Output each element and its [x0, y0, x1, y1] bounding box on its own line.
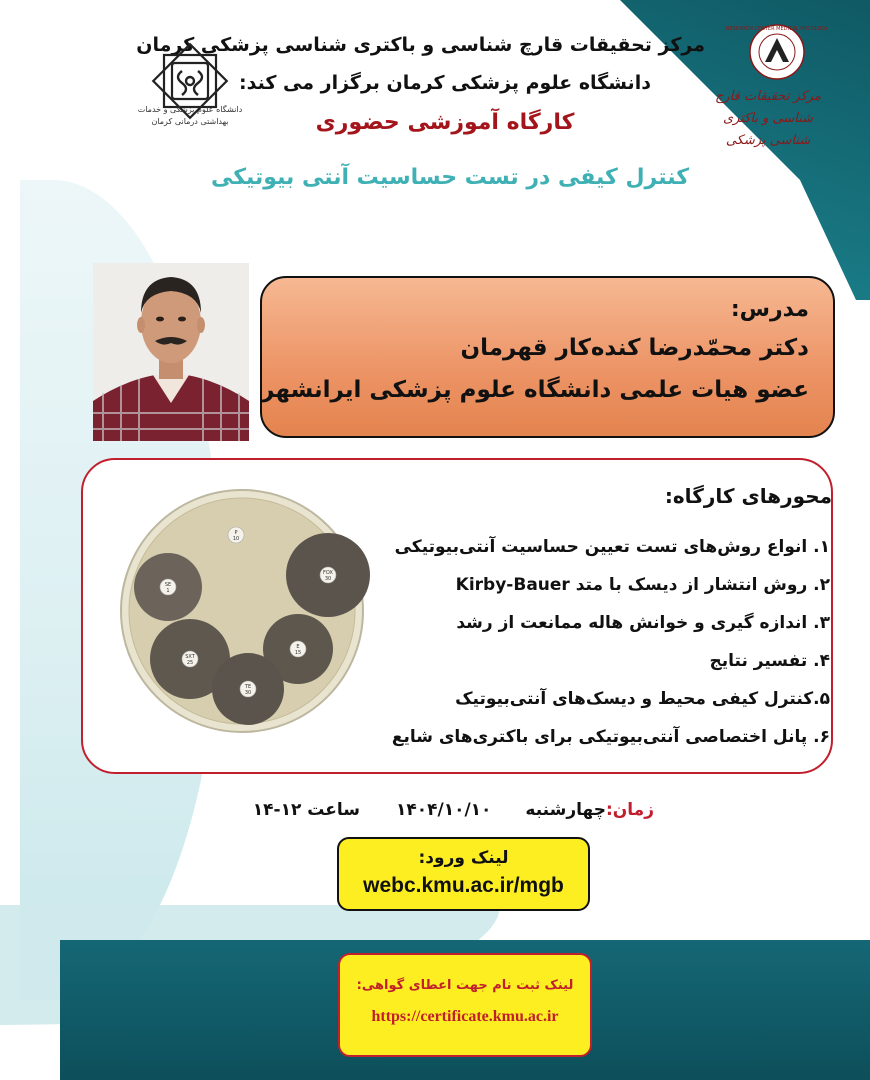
- workshop-type: کارگاه آموزشی حضوری: [315, 110, 575, 135]
- login-url-link[interactable]: webc.kmu.ac.ir/mgb: [363, 874, 564, 897]
- petri-dish-image: [120, 483, 364, 739]
- research-center-caption: [706, 86, 830, 152]
- svg-text:SE: SE: [164, 582, 172, 588]
- certificate-link-box[interactable]: [338, 953, 592, 1057]
- svg-text:1: 1: [166, 588, 170, 594]
- svg-text:10: 10: [232, 536, 240, 542]
- topics-title: محورهای کارگاه:: [664, 484, 832, 508]
- research-center-logo: [726, 22, 828, 82]
- topic-item: ۶. پانل اختصاصی آنتی‌بیوتیکی برای باکتری‌های شایع: [391, 727, 830, 747]
- antibiotic-disc: [320, 567, 336, 583]
- svg-text:P: P: [234, 530, 238, 536]
- instructor-panel: [260, 276, 835, 438]
- topic-item: ۱. انواع روش‌های تست تعیین حساسیت آنتی‌بیوتیکی: [394, 537, 830, 557]
- instructor-name: دکتر محمّدرضا کنده‌کار قهرمان: [460, 335, 809, 361]
- svg-text:30: 30: [324, 576, 332, 582]
- time-date: ۱۴۰۴/۱۰/۱۰: [395, 800, 492, 820]
- topic-item: ۲. روش انتشار از دیسک با متد Kirby-Bauer: [455, 575, 830, 595]
- svg-text:E: E: [296, 644, 300, 650]
- svg-text:TE: TE: [244, 684, 252, 690]
- topic-item: ۵.کنترل کیفی محیط و دیسک‌های آنتی‌بیوتیک: [455, 689, 830, 709]
- antibiotic-disc: [240, 681, 256, 697]
- topics-list: [360, 528, 830, 756]
- university-logo-caption: دانشگاه علوم پزشکی و خدمات بهداشتی درمانی کرمان: [137, 105, 243, 126]
- antibiotic-disc: [160, 579, 176, 595]
- svg-text:25: 25: [186, 660, 194, 666]
- svg-text:SXT: SXT: [185, 654, 195, 660]
- workshop-time: [253, 800, 654, 820]
- course-title: کنترل کیفی در تست حساسیت آنتی بیوتیکی: [210, 165, 690, 190]
- antibiotic-disc: [182, 651, 198, 667]
- time-hours: ساعت ۱۲-۱۴: [252, 800, 360, 820]
- instructor-label: مدرس:: [730, 297, 809, 322]
- svg-text:30: 30: [244, 690, 252, 696]
- antibiotic-disc: [228, 527, 244, 543]
- time-label: زمان:: [605, 800, 654, 820]
- certificate-url-link[interactable]: https://certificate.kmu.ac.ir: [371, 1008, 559, 1025]
- seal-text: RESEARCH CENTER MEDICAL MYCOLOGY: [726, 26, 828, 32]
- topic-item: ۴. تفسیر نتایج: [709, 651, 830, 671]
- research-center-caption-line1: مرکز تحقیقات قارچ شناسی و باکتری: [715, 89, 821, 126]
- certificate-label: لینک ثبت نام جهت اعطای گواهی:: [356, 978, 574, 993]
- research-center-caption-line2: شناسی پزشکی: [725, 133, 811, 148]
- time-day: چهارشنبه: [525, 800, 606, 820]
- antibiotic-disc: [290, 641, 306, 657]
- instructor-affiliation: عضو هیات علمی دانشگاه علوم پزشکی ایرانشهر: [261, 377, 809, 403]
- svg-text:15: 15: [294, 650, 302, 656]
- login-link-box[interactable]: [337, 837, 590, 911]
- topic-item: ۳. اندازه گیری و خوانش هاله ممانعت از رشد: [456, 613, 830, 633]
- instructor-photo: [93, 263, 249, 441]
- svg-text:FOX: FOX: [323, 570, 333, 576]
- organizer-line: مرکز تحقیقات قارچ شناسی و باکتری شناسی پزشکی کرمان: [136, 34, 705, 56]
- university-line: دانشگاه علوم پزشکی کرمان برگزار می کند:: [239, 72, 651, 94]
- login-label: لینک ورود:: [418, 848, 509, 868]
